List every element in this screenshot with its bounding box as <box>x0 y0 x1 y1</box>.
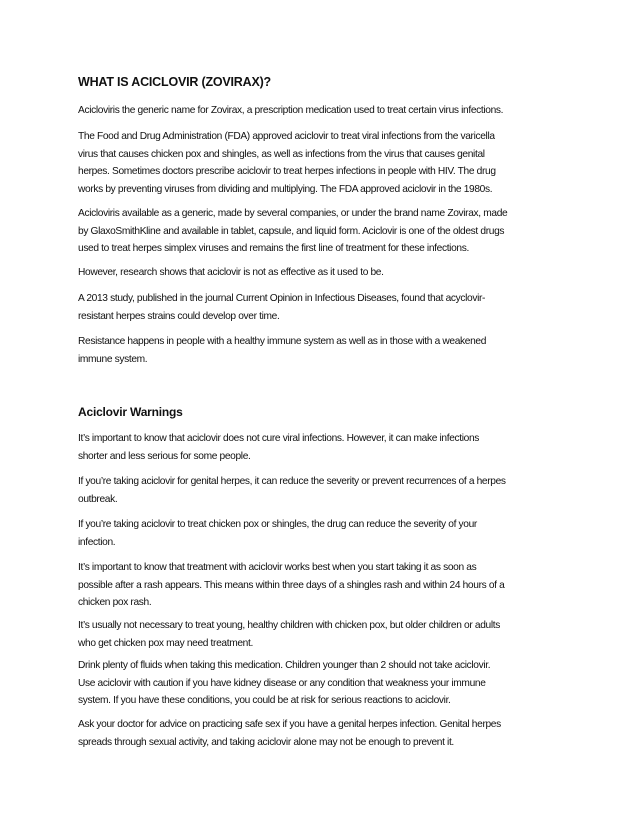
paragraph-line: herpes. Sometimes doctors prescribe aciclovir to treat herpes infections in people with HIV. The drug <box>78 166 496 177</box>
paragraph-line: It’s usually not necessary to treat young, healthy children with chicken pox, but older children or adults <box>78 620 500 631</box>
paragraph-line: A 2013 study, published in the journal Current Opinion in Infectious Diseases, found that acyclovir- <box>78 293 486 304</box>
paragraph-4 <box>78 264 562 282</box>
paragraph-11 <box>78 617 562 652</box>
paragraph-line: Use aciclovir with caution if you have kidney disease or any condition that weakness your immune <box>78 677 486 689</box>
paragraph-6 <box>78 333 562 368</box>
paragraph-8 <box>78 473 562 508</box>
paragraph-line: virus that causes chicken pox and shingles, as well as infections from the virus that causes genital <box>78 148 485 160</box>
paragraph-7 <box>78 430 562 465</box>
paragraph-line: spreads through sexual activity, and taking aciclovir alone may not be enough to prevent it. <box>78 736 454 748</box>
paragraph-line: resistant herpes strains could develop over time. <box>78 310 280 322</box>
paragraph-line: works by preventing viruses from dividing and multiplying. The FDA approved aciclovir in the 1980s. <box>78 183 493 195</box>
paragraph-line: who get chicken pox may need treatment. <box>78 637 253 649</box>
paragraph-12 <box>78 657 562 710</box>
paragraph-line: Acicloviris the generic name for Zovirax, a prescription medication used to treat certain virus infections. <box>78 105 504 116</box>
paragraph-line: However, research shows that aciclovir is not as effective as it used to be. <box>78 267 384 278</box>
paragraph-line: system. If you have these conditions, you could be at risk for serious reactions to aciclovir. <box>78 695 451 706</box>
paragraph-5 <box>78 290 562 325</box>
paragraph-1 <box>78 102 562 120</box>
paragraph-line: possible after a rash appears. This means within three days of a shingles rash and within 24 hours of a <box>78 579 505 591</box>
document-title: WHAT IS ACICLOVIR (ZOVIRAX)? <box>78 75 271 89</box>
paragraph-line: immune system. <box>78 353 148 365</box>
paragraph-line: chicken pox rash. <box>78 597 152 608</box>
paragraph-line: outbreak. <box>78 493 118 505</box>
paragraph-line: Ask your doctor for advice on practicing safe sex if you have a genital herpes infection. Genital herpes <box>78 719 501 730</box>
paragraph-2 <box>78 128 562 198</box>
paragraph-9 <box>78 516 562 551</box>
paragraph-line: by GlaxoSmithKline and available in tablet, capsule, and liquid form. Aciclovir is one of the oldest drugs <box>78 225 505 237</box>
paragraph-line: Acicloviris available as a generic, made by several companies, or under the brand name Zovirax, made <box>78 208 508 219</box>
paragraph-line: It’s important to know that aciclovir does not cure viral infections. However, it can make infections <box>78 433 480 444</box>
paragraph-line: used to treat herpes simplex viruses and remains the first line of treatment for these infections. <box>78 243 469 254</box>
paragraph-3 <box>78 205 562 258</box>
paragraph-10 <box>78 559 562 612</box>
paragraph-line: Drink plenty of fluids when taking this medication. Children younger than 2 should not take aciclovir. <box>78 660 491 671</box>
paragraph-line: If you’re taking aciclovir to treat chicken pox or shingles, the drug can reduce the severity of your <box>78 519 477 530</box>
paragraph-line: shorter and less serious for some people. <box>78 450 251 462</box>
paragraph-13 <box>78 716 562 751</box>
paragraph-line: infection. <box>78 536 116 548</box>
paragraph-line: If you’re taking aciclovir for genital herpes, it can reduce the severity or prevent recurrences of a herpes <box>78 476 506 487</box>
paragraph-line: It’s important to know that treatment with aciclovir works best when you start taking it as soon as <box>78 562 477 573</box>
paragraph-line: The Food and Drug Administration (FDA) approved aciclovir to treat viral infections from the varicella <box>78 131 495 142</box>
section-heading-warnings: Aciclovir Warnings <box>78 405 183 419</box>
paragraph-line: Resistance happens in people with a healthy immune system as well as in those with a weakened <box>78 336 487 347</box>
